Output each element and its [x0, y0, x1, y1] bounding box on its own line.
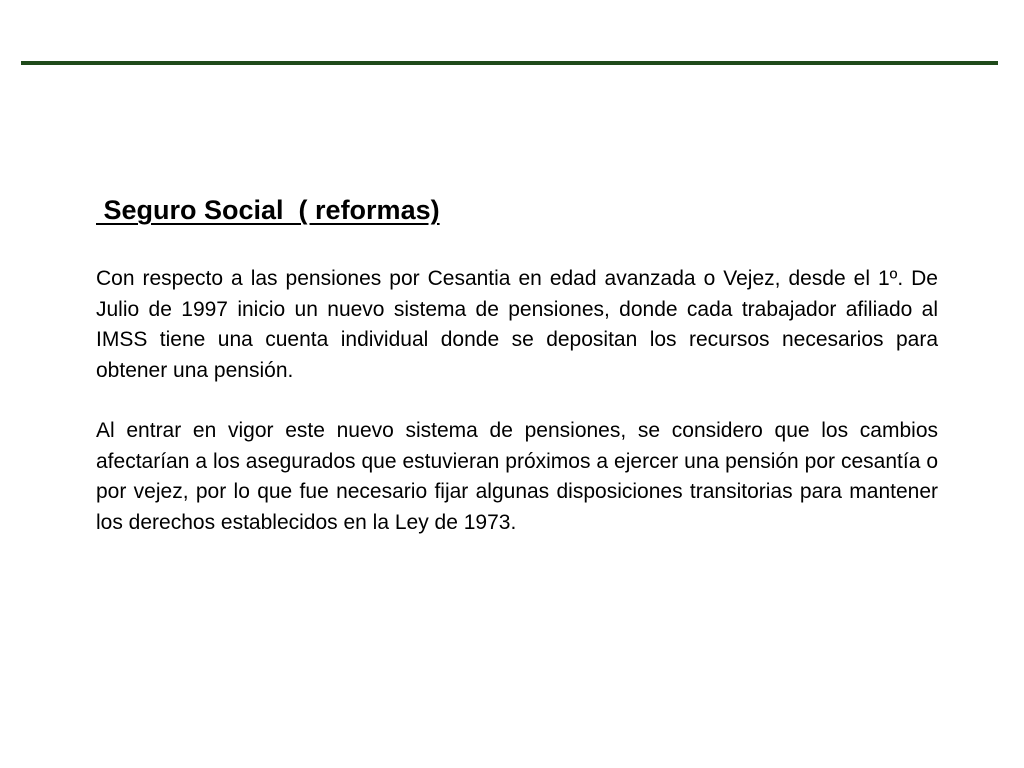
paragraph-pensions-system: Con respecto a las pensiones por Cesantia en edad avanzada o Vejez, desde el 1º. De Julio de 1997 inicio un nuevo sistema de pensiones, donde cada trabajador afiliado al IMSS tiene una cuenta individual donde se depositan los recursos necesarios para obtener una pensión.: [96, 267, 938, 382]
slide-title: Seguro Social ( reformas): [96, 195, 440, 225]
slide-content: [96, 190, 938, 538]
paragraph-transitional-provisions: Al entrar en vigor este nuevo sistema de pensiones, se considero que los cambios afectarían a los asegurados que estuvieran próximos a ejercer una pensión por cesantía o por vejez, por lo que fue necesario fijar algunas disposiciones transitorias para mantener los derechos establecidos en la Ley de 1973.: [96, 419, 938, 534]
top-divider-line: [21, 61, 998, 65]
